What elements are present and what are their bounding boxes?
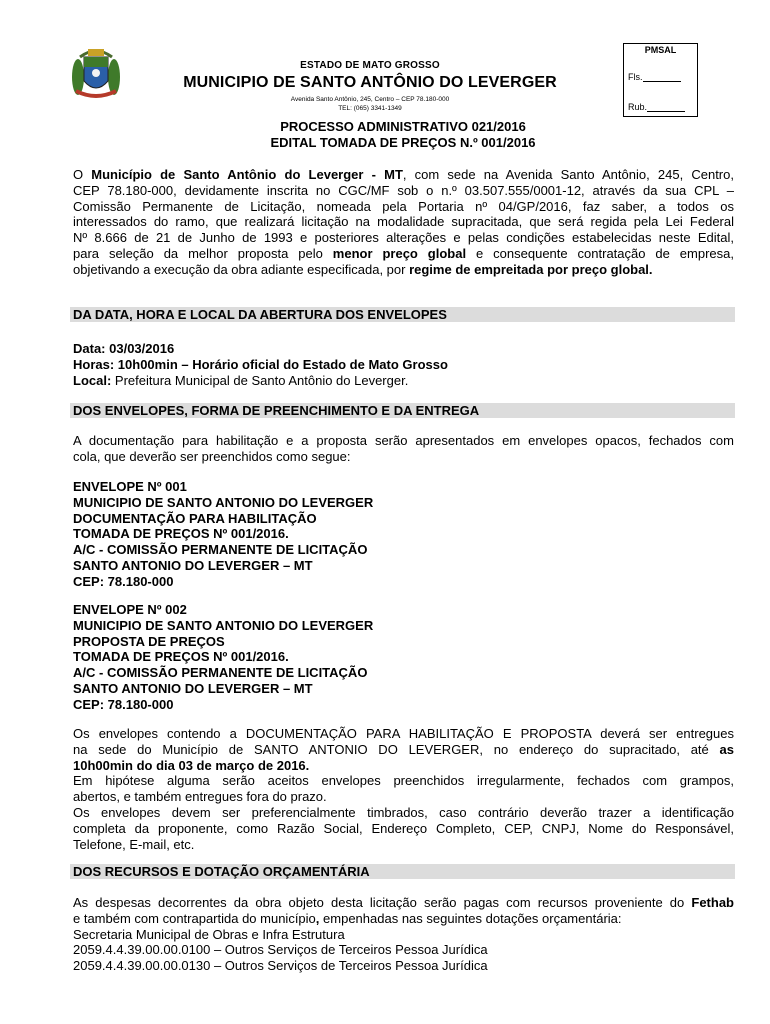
- envelope-2-text: SANTO ANTONIO DO LEVERGER – MT: [73, 680, 313, 696]
- envelope-1-text: TOMADA DE PREÇOS Nº 001/2016.: [73, 526, 289, 542]
- opening-date: [73, 341, 734, 357]
- opening-local-value: Prefeitura Municipal de Santo Antônio do Leverger.: [111, 372, 409, 388]
- delivery-text: na sede do Município de SANTO ANTONIO DO LEVERGER, no endereço do supracitado, até: [73, 741, 720, 757]
- opening-hours: [73, 357, 734, 373]
- resources-line: [73, 895, 734, 911]
- intro-text: , com sede na Avenida Santo Antônio, 245, Centro,: [402, 167, 734, 182]
- intro-bold: Município de Santo Antônio do Leverger - MT: [91, 167, 403, 182]
- envelope-1-text: SANTO ANTONIO DO LEVERGER – MT: [73, 557, 313, 573]
- envelopes-intro-line: cola, que deverão ser preenchidos como segue:: [73, 448, 351, 464]
- envelope-2-line: [73, 618, 734, 634]
- intro-text: objetivando a execução da obra adiante especificada, por: [73, 261, 410, 277]
- intro-line: Comissão Permanente de Licitação, nomeada pela Portaria nº 04/GP/2016, faz saber, a todos os: [73, 198, 734, 214]
- intro-line: CEP 78.180-000, devidamente inscrita no CGC/MF sob o n.º 03.507.555/0001-12, através da sua CPL –: [73, 182, 734, 198]
- intro-text: O: [73, 167, 92, 182]
- section-heading-resources: DOS RECURSOS E DOTAÇÃO ORÇAMENTÁRIA: [70, 864, 735, 879]
- municipal-crest-icon: [70, 43, 122, 103]
- envelope-2-text: ENVELOPE Nº 002: [73, 602, 187, 617]
- intro-text: e consequente contratação de empresa,: [466, 245, 734, 261]
- envelope-1-line: [73, 526, 734, 542]
- envelope-2-line: [73, 602, 734, 618]
- envelope-1-text: ENVELOPE Nº 001: [73, 479, 187, 494]
- delivery-line: [73, 758, 734, 774]
- delivery-line: Os envelopes contendo a DOCUMENTAÇÃO PARA HABILITAÇÃO E PROPOSTA deverá ser entregues: [73, 726, 734, 741]
- opening-local: [73, 373, 734, 389]
- envelope-1-text: MUNICIPIO DE SANTO ANTONIO DO LEVERGER: [73, 494, 374, 510]
- intro-line: [73, 262, 734, 278]
- section-heading-envelopes: DOS ENVELOPES, FORMA DE PREENCHIMENTO E DA ENTREGA: [70, 403, 735, 418]
- envelope-2-line: [73, 697, 734, 713]
- header-municipality: MUNICIPIO DE SANTO ANTÔNIO DO LEVERGER: [183, 74, 557, 91]
- envelope-2-text: MUNICIPIO DE SANTO ANTONIO DO LEVERGER: [73, 617, 374, 633]
- delivery-line: completa da proponente, como Razão Social, Endereço Completo, CEP, CNPJ, Nome do Responsável,: [73, 820, 734, 836]
- envelope-1-text: CEP: 78.180-000: [73, 573, 174, 589]
- intro-paragraph: [73, 167, 734, 278]
- opening-date-text: Data: 03/03/2016: [73, 341, 175, 356]
- delivery-bold: as: [719, 741, 734, 757]
- intro-bold: menor preço global: [332, 245, 467, 261]
- intro-text: para seleção da melhor proposta pelo: [73, 245, 333, 261]
- envelope-1-line: [73, 495, 734, 511]
- envelope-1-line: [73, 574, 734, 590]
- envelope-1-line: [73, 542, 734, 558]
- envelope-2-line: [73, 681, 734, 697]
- envelope-2-block: [73, 602, 734, 713]
- envelope-1-text: DOCUMENTAÇÃO PARA HABILITAÇÃO: [73, 510, 317, 526]
- intro-line: Nº 8.666 de 21 de Junho de 1993 e posteriores alterações e pelas condições estabelecidas neste Edital,: [73, 230, 734, 246]
- stamp-rub-blank: [647, 103, 685, 112]
- stamp-fls-blank: [643, 73, 681, 82]
- resources-paragraph: [73, 895, 734, 974]
- resources-line: Secretaria Municipal de Obras e Infra Estrutura: [73, 926, 345, 942]
- opening-local-label: Local:: [73, 372, 112, 388]
- document-title-edital: EDITAL TOMADA DE PREÇOS N.º 001/2016: [270, 135, 536, 150]
- envelope-1-line: [73, 511, 734, 527]
- header-address: Avenida Santo Antônio, 245, Centro – CEP 78.180-000: [290, 96, 450, 103]
- header-state: ESTADO DE MATO GROSSO: [300, 60, 440, 71]
- envelope-2-line: [73, 649, 734, 665]
- delivery-line: [73, 742, 734, 758]
- resources-bold: Fethab: [691, 895, 734, 910]
- envelope-1-text: A/C - COMISSÃO PERMANENTE DE LICITAÇÃO: [73, 542, 368, 558]
- section-heading-opening: DA DATA, HORA E LOCAL DA ABERTURA DOS ENVELOPES: [70, 307, 735, 322]
- envelope-1-line: [73, 479, 734, 495]
- stamp-rub-label: Rub.: [628, 102, 648, 112]
- envelope-2-text: CEP: 78.180-000: [73, 696, 174, 712]
- intro-line: interessados do ramo, que realizará licitação na modalidade supracitada, que será regida pela Lei Federal: [73, 214, 734, 230]
- intro-bold: regime de empreitada por preço global.: [409, 261, 653, 277]
- stamp-title: PMSAL: [644, 45, 677, 55]
- envelope-2-text: TOMADA DE PREÇOS Nº 001/2016.: [73, 649, 289, 665]
- delivery-paragraphs: [73, 726, 734, 852]
- resources-text: e também com contrapartida do município: [73, 910, 316, 926]
- stamp-fls: [628, 72, 681, 82]
- delivery-line: Telefone, E-mail, etc.: [73, 836, 195, 852]
- resources-text: empenhadas nas seguintes dotações orçamentária:: [319, 910, 622, 926]
- resources-line: [73, 911, 734, 927]
- envelopes-intro: [73, 433, 734, 465]
- budget-line: 2059.4.4.39.00.00.0130 – Outros Serviços de Terceiros Pessoa Jurídica: [73, 958, 488, 974]
- delivery-bold: 10h00min do dia 03 de março de 2016.: [73, 757, 310, 773]
- budget-line: 2059.4.4.39.00.00.0100 – Outros Serviços de Terceiros Pessoa Jurídica: [73, 942, 488, 958]
- delivery-line: abertos, e também entregues fora do prazo.: [73, 789, 327, 805]
- envelope-2-text: PROPOSTA DE PREÇOS: [73, 633, 225, 649]
- delivery-line: Os envelopes devem ser preferencialmente timbrados, caso contrário deverão trazer a identificação: [73, 804, 734, 820]
- envelope-1-line: [73, 558, 734, 574]
- stamp-fls-label: Fls.: [628, 72, 643, 82]
- header-phone: TEL: (065) 3341-1349: [338, 105, 402, 112]
- intro-line: [73, 167, 734, 183]
- intro-line: [73, 246, 734, 262]
- envelope-2-line: [73, 665, 734, 681]
- stamp-rub: [628, 102, 685, 112]
- opening-details: [73, 341, 734, 388]
- envelopes-intro-line: A documentação para habilitação e a proposta serão apresentados em envelopes opacos, fechados com: [73, 433, 734, 448]
- opening-hours-text: Horas: 10h00min – Horário oficial do Estado de Mato Grosso: [73, 356, 448, 372]
- protocol-stamp: [623, 43, 698, 117]
- delivery-line: Em hipótese alguma serão aceitos envelopes preenchidos irregularmente, fechados com grampos,: [73, 773, 734, 789]
- resources-text: As despesas decorrentes da obra objeto desta licitação serão pagas com recursos proveniente do: [73, 895, 692, 910]
- envelope-2-line: [73, 634, 734, 650]
- resources-bold: ,: [315, 910, 320, 926]
- envelope-1-block: [73, 479, 734, 590]
- document-title-process: PROCESSO ADMINISTRATIVO 021/2016: [280, 119, 526, 134]
- envelope-2-text: A/C - COMISSÃO PERMANENTE DE LICITAÇÃO: [73, 665, 368, 681]
